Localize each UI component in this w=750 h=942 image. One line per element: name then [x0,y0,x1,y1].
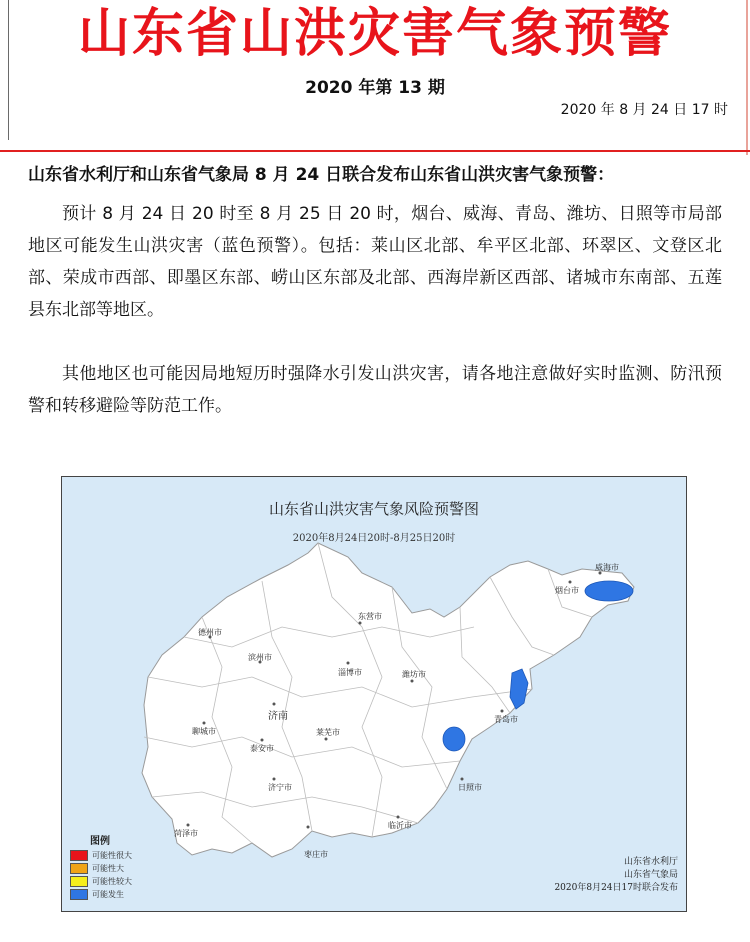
issue-time: 2020 年 8 月 24 日 17 时 [560,102,728,118]
warning-area-zhucheng-wulian [443,727,465,751]
page-title: 山东省山洪灾害气象预警 [77,4,672,64]
warning-area-yantai-weihai [585,581,633,601]
city-label: 德州市 [198,628,222,637]
advice-paragraph: 其他地区也可能因局地短历时强降水引发山洪灾害，请各地注意做好实时监测、防汛预警和转移避险等防范工作。 [28,364,722,416]
issuer-line: 2020年8月24日17时联合发布 [554,883,678,893]
map-subtitle: 2020年8月24日20时-8月25日20时 [292,533,456,544]
city-label: 聊城市 [192,727,216,736]
legend-item [70,888,132,901]
city-label: 济宁市 [268,783,292,792]
legend-label: 可能性很大 [92,851,132,860]
issuer-line: 山东省气象局 [623,870,678,880]
header-divider [0,150,750,152]
legend-swatch [70,889,88,900]
map-legend [70,832,132,901]
legend-swatch [70,876,88,887]
issuer-line: 山东省水利厅 [623,857,678,867]
city-label: 枣庄市 [304,850,328,859]
city-label: 莱芜市 [316,728,340,737]
city-label: 菏泽市 [174,829,198,838]
city-label: 潍坊市 [402,670,426,679]
legend-swatch [70,850,88,861]
forecast-paragraph: 预计 8 月 24 日 20 时至 8 月 25 日 20 时，烟台、威海、青岛、潍坊、日照等市局部地区可能发生山洪灾害（蓝色预警）。包括：莱山区北部、牟平区北部、环翠区、文登区北部、荣成市西部、即墨区东部、崂山区东部及北部、西海岸新区西部、诸城市东南部、五莲县东北部等地区。 [28,204,722,320]
city-label: 烟台市 [555,586,579,595]
legend-label: 可能性大 [92,864,124,873]
city-label: 东营市 [358,612,382,621]
city-label: 淄博市 [338,668,362,677]
legend-swatch [70,863,88,874]
city-label: 威海市 [595,563,619,572]
issue-number: 2020 年第 13 期 [305,78,445,98]
legend-title: 图例 [90,836,110,847]
legend-item [70,875,132,888]
city-label: 临沂市 [388,821,412,830]
city-label: 泰安市 [250,744,274,753]
legend-label: 可能性较大 [92,877,132,886]
lead-sentence: 山东省水利厅和山东省气象局 8 月 24 日联合发布山东省山洪灾害气象预警： [28,165,615,185]
legend-label: 可能发生 [92,890,124,899]
map-issuer [554,856,678,895]
city-label: 青岛市 [494,715,518,724]
warning-map [61,476,687,912]
map-title: 山东省山洪灾害气象风险预警图 [268,500,479,518]
city-label: 日照市 [458,783,482,792]
city-label: 滨州市 [248,653,272,662]
legend-item [70,849,132,862]
legend-item [70,862,132,875]
city-label: 济南 [268,711,288,722]
